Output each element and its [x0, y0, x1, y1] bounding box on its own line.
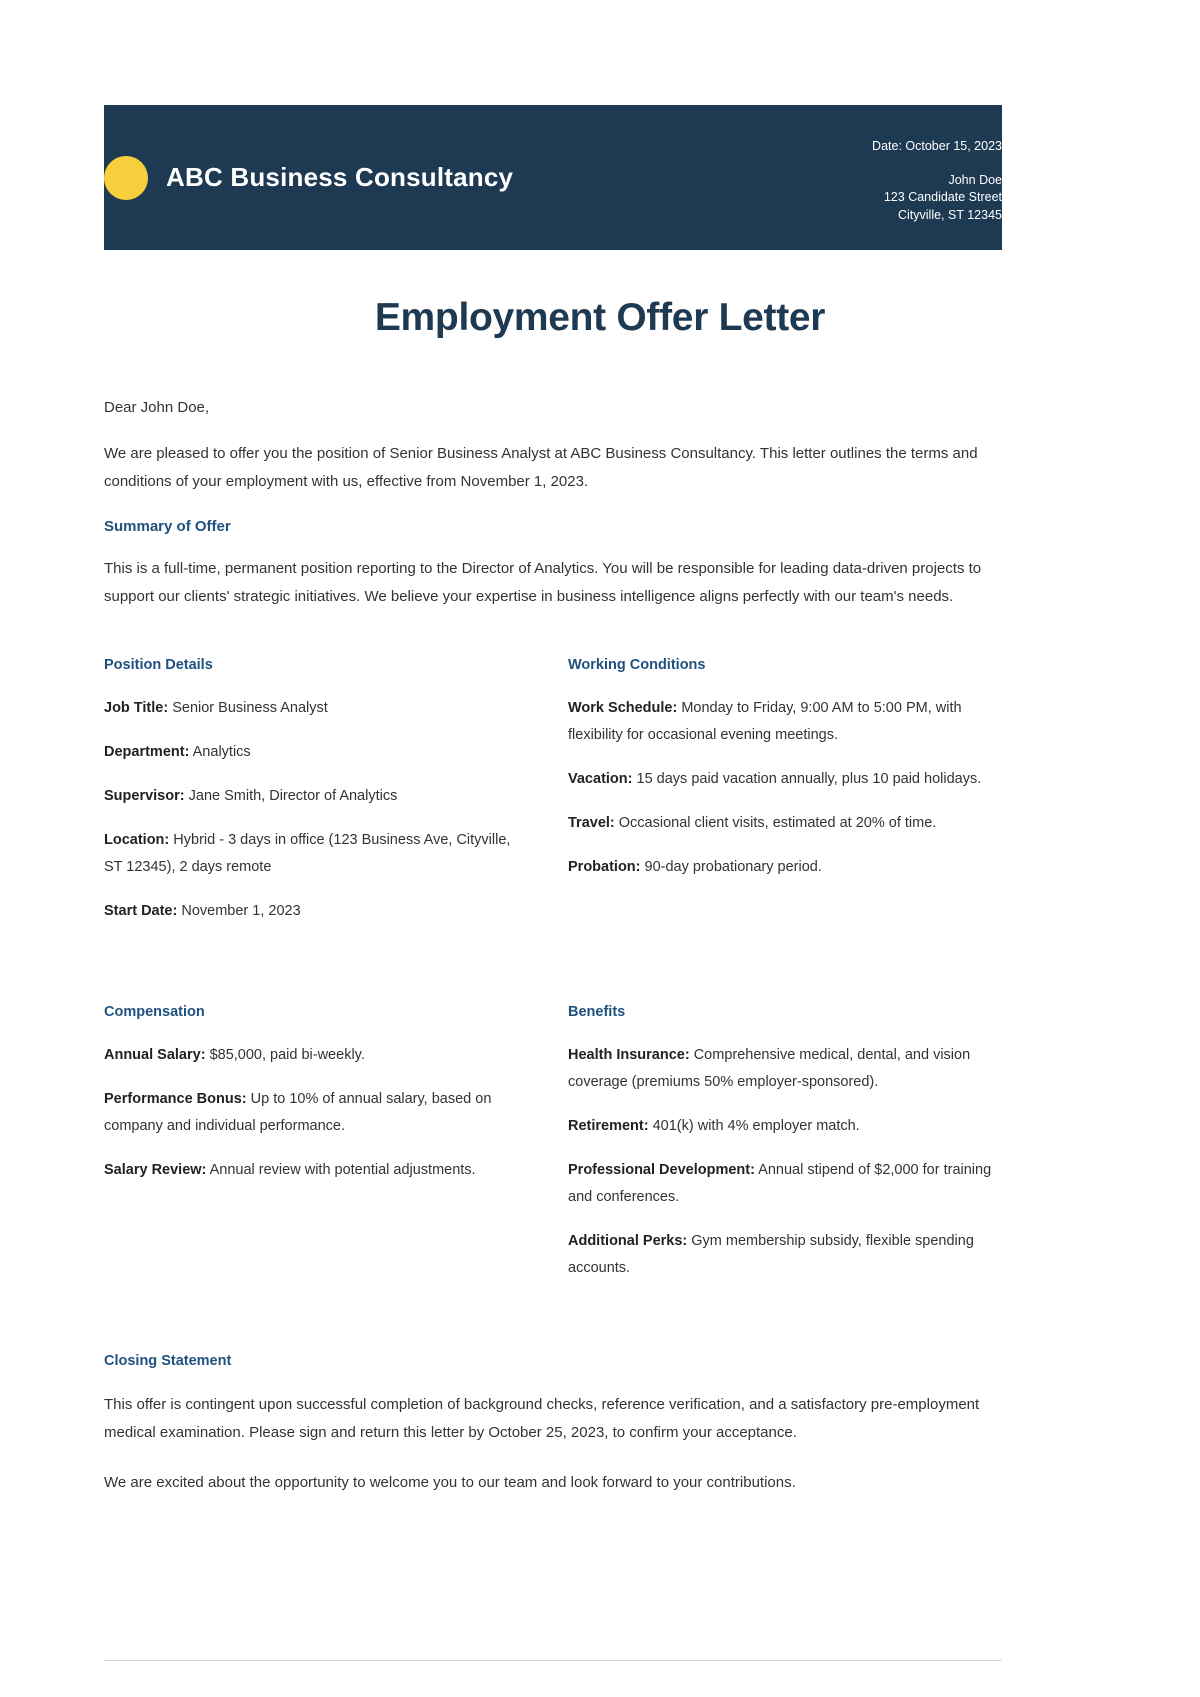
field-value: Comprehensive medical, dental, and vision coverage (premiums 50% employer-sponsored). — [568, 1047, 971, 1090]
page-title: Employment Offer Letter — [374, 296, 826, 339]
field-label: Travel: — [568, 815, 615, 831]
field-health-insurance — [568, 1042, 1002, 1096]
field-travel — [568, 810, 1002, 837]
field-location — [104, 827, 513, 881]
field-label: Performance Bonus: — [104, 1091, 247, 1107]
position-details-column — [104, 657, 553, 942]
recipient-city: Cityville, ST 12345 — [898, 207, 1002, 222]
compensation-row — [104, 1004, 1002, 1299]
field-vacation — [568, 766, 1002, 793]
field-value: Occasional client visits, estimated at 20% of time. — [618, 815, 937, 831]
details-row — [104, 657, 1002, 942]
field-label: Salary Review: — [104, 1162, 207, 1178]
field-value: Annual stipend of $2,000 for training and conferences. — [568, 1162, 992, 1205]
field-value: $85,000, paid bi-weekly. — [209, 1047, 365, 1063]
field-value: November 1, 2023 — [181, 903, 301, 919]
footer-divider — [104, 1660, 1002, 1661]
field-label: Retirement: — [568, 1118, 649, 1134]
field-department — [104, 739, 513, 766]
field-value: Up to 10% of annual salary, based on company and individual performance. — [104, 1091, 492, 1134]
field-value: 90-day probationary period. — [644, 859, 822, 875]
field-label: Additional Perks: — [568, 1233, 688, 1249]
working-conditions-heading: Working Conditions — [568, 657, 706, 673]
field-label: Probation: — [568, 859, 641, 875]
field-annual-salary — [104, 1042, 513, 1069]
field-value: Monday to Friday, 9:00 AM to 5:00 PM, with flexibility for occasional evening meetings. — [568, 700, 962, 743]
brand-block — [104, 156, 513, 200]
summary-paragraph: This is a full-time, permanent position reporting to the Director of Analytics. You will be responsible for leading data-driven projects to support our clients' strategic initiatives. We believe your expertise in business intelligence aligns perfectly with our team's needs. — [104, 560, 982, 605]
compensation-column — [104, 1004, 553, 1299]
field-label: Work Schedule: — [568, 700, 678, 716]
compensation-heading: Compensation — [104, 1004, 205, 1020]
field-value: 401(k) with 4% employer match. — [652, 1118, 860, 1134]
working-conditions-column — [553, 657, 1002, 942]
field-retirement — [568, 1113, 1002, 1140]
letterhead-header — [104, 105, 1002, 250]
field-work-schedule — [568, 695, 1002, 749]
field-value: Hybrid - 3 days in office (123 Business Ave, Cityville, ST 12345), 2 days remote — [104, 832, 511, 875]
header-meta-block — [872, 138, 1002, 224]
field-label: Annual Salary: — [104, 1047, 206, 1063]
field-salary-review — [104, 1157, 513, 1184]
field-start-date — [104, 898, 513, 925]
closing-paragraph-2: We are excited about the opportunity to welcome you to our team and look forward to your contributions. — [104, 1474, 796, 1491]
field-supervisor — [104, 783, 513, 810]
field-performance-bonus — [104, 1086, 513, 1140]
intro-paragraph: We are pleased to offer you the position of Senior Business Analyst at ABC Business Consultancy. This letter outlines the terms and conditions of your employment with us, effective from November 1, 2023. — [104, 445, 978, 490]
letter-body — [104, 394, 1002, 1519]
recipient-street: 123 Candidate Street — [883, 190, 1002, 204]
field-value: Analytics — [192, 744, 251, 760]
benefits-heading: Benefits — [568, 1004, 626, 1020]
field-label: Job Title: — [104, 700, 169, 716]
field-label: Supervisor: — [104, 788, 185, 804]
company-name: ABC Business Consultancy — [166, 162, 514, 192]
field-job-title — [104, 695, 513, 722]
circle-logo-icon — [104, 156, 148, 200]
field-label: Health Insurance: — [568, 1047, 690, 1063]
field-probation — [568, 854, 1002, 881]
closing-heading: Closing Statement — [104, 1353, 232, 1369]
field-value: Gym membership subsidy, flexible spending accounts. — [568, 1233, 974, 1276]
position-details-heading: Position Details — [104, 657, 213, 673]
field-label: Professional Development: — [568, 1162, 755, 1178]
field-label: Department: — [104, 744, 190, 760]
closing-paragraph-1: This offer is contingent upon successful completion of background checks, reference verification, and a satisfactory pre-employment medical examination. Please sign and return this letter by October 25, 2023, to confirm your acceptance. — [104, 1396, 980, 1441]
field-label: Start Date: — [104, 903, 178, 919]
field-value: Senior Business Analyst — [172, 700, 328, 716]
field-value: Jane Smith, Director of Analytics — [188, 788, 398, 804]
closing-section — [104, 1353, 1002, 1497]
letter-date: Date: October 15, 2023 — [872, 139, 1002, 153]
benefits-column — [553, 1004, 1002, 1299]
field-professional-development — [568, 1157, 1002, 1211]
recipient-name: John Doe — [948, 172, 1002, 187]
summary-heading: Summary of Offer — [104, 518, 231, 535]
field-label: Location: — [104, 832, 170, 848]
field-value: Annual review with potential adjustments. — [209, 1162, 476, 1178]
field-additional-perks — [568, 1228, 1002, 1282]
field-value: 15 days paid vacation annually, plus 10 paid holidays. — [636, 771, 982, 787]
field-label: Vacation: — [568, 771, 633, 787]
salutation: Dear John Doe, — [104, 399, 210, 416]
